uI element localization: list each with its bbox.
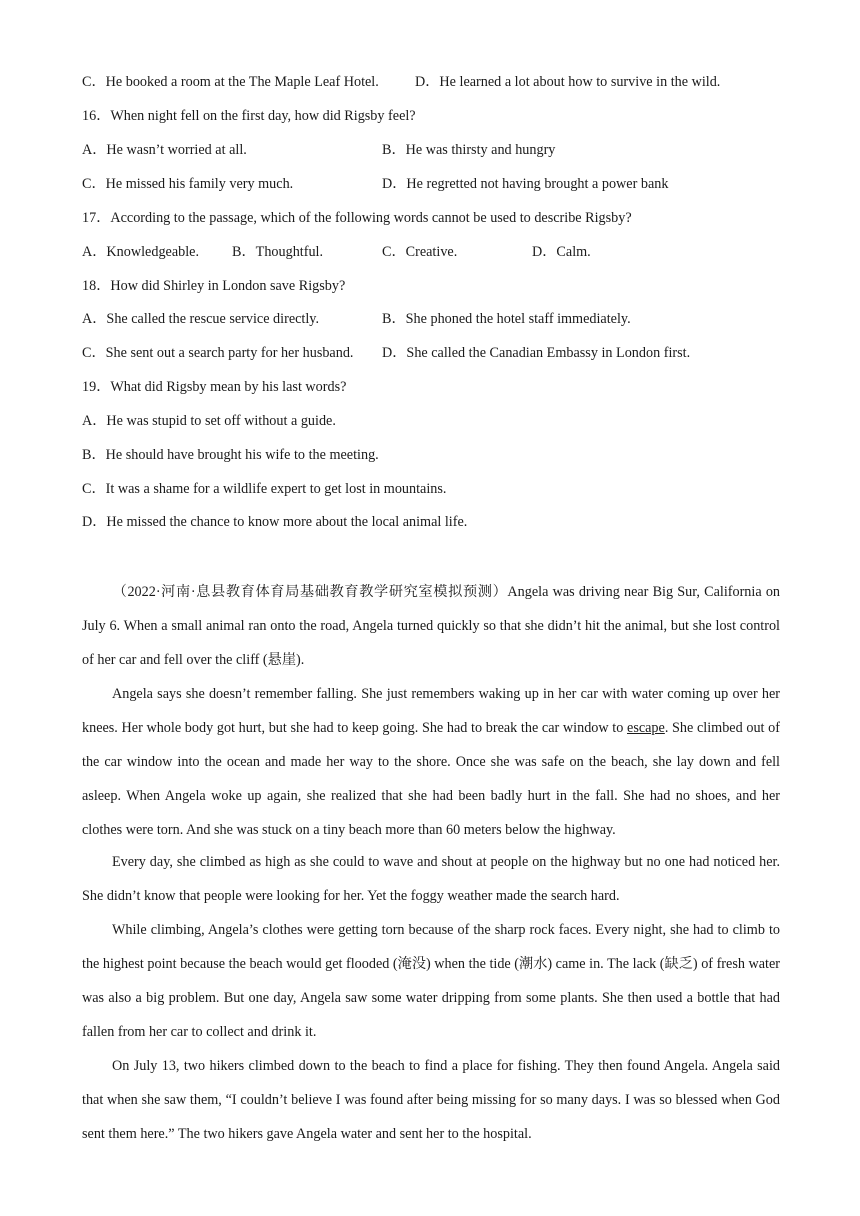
passage-paragraph-4 (82, 913, 780, 1049)
q17-option-d: D．Calm. (532, 244, 591, 260)
q19-stem: 19．What did Rigsby mean by his last words? (82, 379, 347, 395)
q16-option-d: D．He regretted not having brought a power bank (382, 176, 669, 192)
passage-paragraph-1 (82, 575, 780, 677)
q18-option-c: C．She sent out a search party for her husband. (82, 345, 354, 361)
q17-option-a: A．Knowledgeable. (82, 244, 200, 260)
passage-paragraph-2 (82, 677, 780, 847)
q16-option-a: A．He wasn’t worried at all. (82, 142, 247, 158)
q19-option-a: A．He was stupid to set off without a guide. (82, 413, 336, 429)
passage-paragraph-1-text: Angela was driving near Big Sur, California on July 6. When a small animal ran onto the road, Angela turned quickly so that she didn’t hit the animal, but she lost control of her car and fell over the cliff (悬崖). (82, 584, 781, 668)
q15-option-d: D．He learned a lot about how to survive in the wild. (415, 74, 721, 90)
q19-option-d: D．He missed the chance to know more about the local animal life. (82, 514, 468, 530)
passage-source: （2022·河南·息县教育体育局基础教育教学研究室模拟预测） (112, 584, 508, 600)
q16-option-c: C．He missed his family very much. (82, 176, 294, 192)
q19-option-c: C．It was a shame for a wildlife expert to get lost in mountains. (82, 481, 447, 497)
q15-option-c: C．He booked a room at the The Maple Leaf Hotel. (82, 74, 379, 90)
q18-stem: 18．How did Shirley in London save Rigsby? (82, 278, 346, 294)
passage-paragraph-3 (82, 845, 780, 913)
q17-option-b: B．Thoughtful. (232, 244, 324, 260)
passage-paragraph-4-text: While climbing, Angela’s clothes were getting torn because of the sharp rock faces. Every night, she had to climb to the highest point because the beach would get flooded (淹没) when the tide (潮水) came in. The lack (缺乏) of fresh water was also a big problem. But one day, Angela saw some water dripping from some plants. She then used a bottle that had fallen from her car to collect and drink it. (82, 922, 780, 1040)
q17-stem: 17．According to the passage, which of the following words cannot be used to describe Rigsby? (82, 210, 632, 226)
q18-option-b: B．She phoned the hotel staff immediately. (382, 311, 631, 327)
q17-option-c: C．Creative. (382, 244, 458, 260)
q18-option-a: A．She called the rescue service directly. (82, 311, 320, 327)
passage-paragraph-2-after: . She climbed out of the car window into the ocean and made her way to the shore. Once she was safe on the beach, she lay down and fell asleep. When Angela woke up again, she realized that she had been badly hurt in the fall. She had no shoes, and her clothes were torn. And she was stuck on a tiny beach more than 60 meters below the highway. (82, 720, 780, 838)
passage-paragraph-3-text: Every day, she climbed as high as she could to wave and shout at people on the highway but no one had noticed her. She didn’t know that people were looking for her. Yet the foggy weather made the search hard. (82, 854, 780, 904)
q19-option-b: B．He should have brought his wife to the meeting. (82, 447, 379, 463)
q18-option-d: D．She called the Canadian Embassy in London first. (382, 345, 691, 361)
underlined-word-escape: escape (627, 720, 665, 736)
q16-stem: 16．When night fell on the first day, how did Rigsby feel? (82, 108, 416, 124)
passage-paragraph-5-text: On July 13, two hikers climbed down to the beach to find a place for fishing. They then found Angela. Angela said that when she saw them, “I couldn’t believe I was found after being missing for so many days. I was so blessed when God sent them here.” The two hikers gave Angela water and sent her to the hospital. (82, 1058, 780, 1142)
passage-paragraph-5 (82, 1049, 780, 1151)
q16-option-b: B．He was thirsty and hungry (382, 142, 556, 158)
passage-paragraph-2-before: Angela says she doesn’t remember falling. She just remembers waking up in her car with water coming up over her knees. Her whole body got hurt, but she had to keep going. She had to break the car window to (82, 686, 780, 736)
